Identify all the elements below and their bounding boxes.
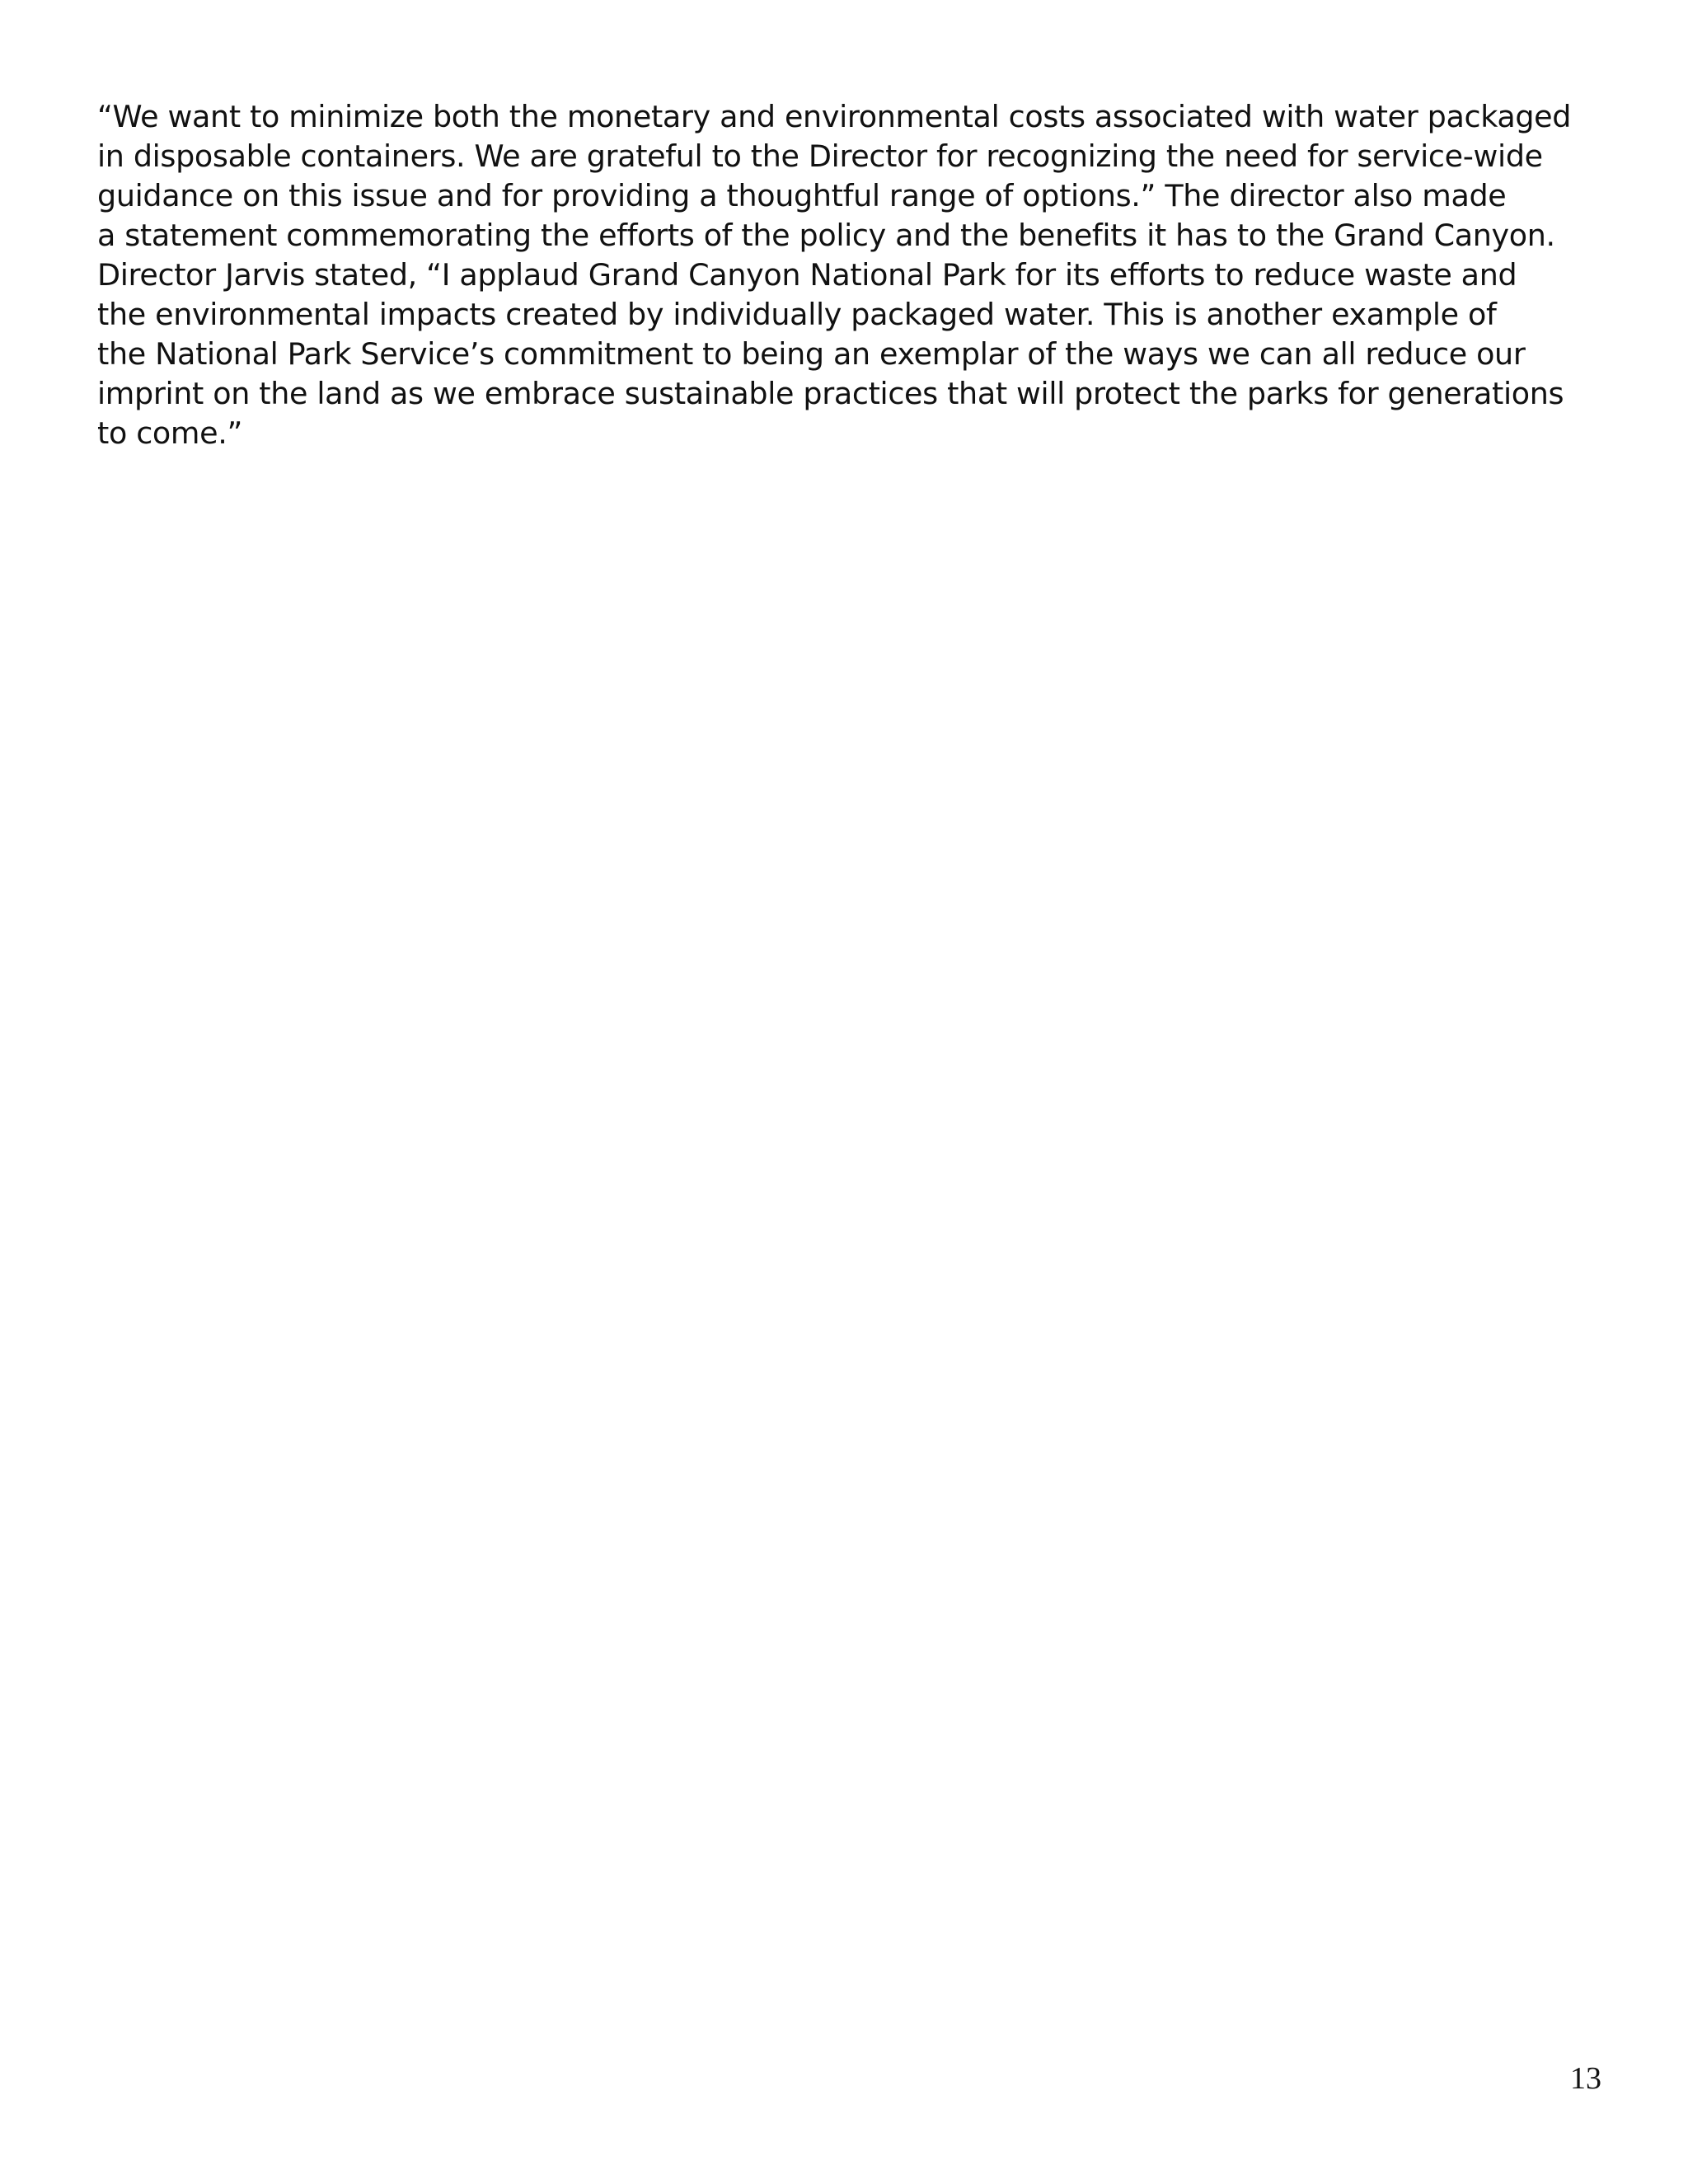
paragraph-line-6: the environmental impacts created by individually packaged water. This is another example of — [97, 297, 1497, 332]
paragraph-line-1: “We want to minimize both the monetary and environmental costs associated with water packaged — [97, 99, 1572, 134]
paragraph-line-7: the National Park Service’s commitment to being an exemplar of the ways we can all reduce our — [97, 336, 1526, 372]
paragraph-line-5: Director Jarvis stated, “I applaud Grand Canyon National Park for its efforts to reduce waste and — [97, 257, 1517, 293]
page-number: 13 — [1570, 2061, 1601, 2096]
paragraph-line-9: to come.” — [97, 415, 243, 451]
paragraph-line-8: imprint on the land as we embrace sustainable practices that will protect the parks for generations — [97, 376, 1564, 411]
paragraph-line-4: a statement commemorating the efforts of the policy and the benefits it has to the Grand Canyon. — [97, 218, 1555, 253]
paragraph-line-2: in disposable containers. We are grateful to the Director for recognizing the need for service-wide — [97, 138, 1543, 174]
body-paragraph — [97, 97, 1606, 453]
paragraph-line-3: guidance on this issue and for providing a thoughtful range of options.” The director also made — [97, 178, 1507, 213]
